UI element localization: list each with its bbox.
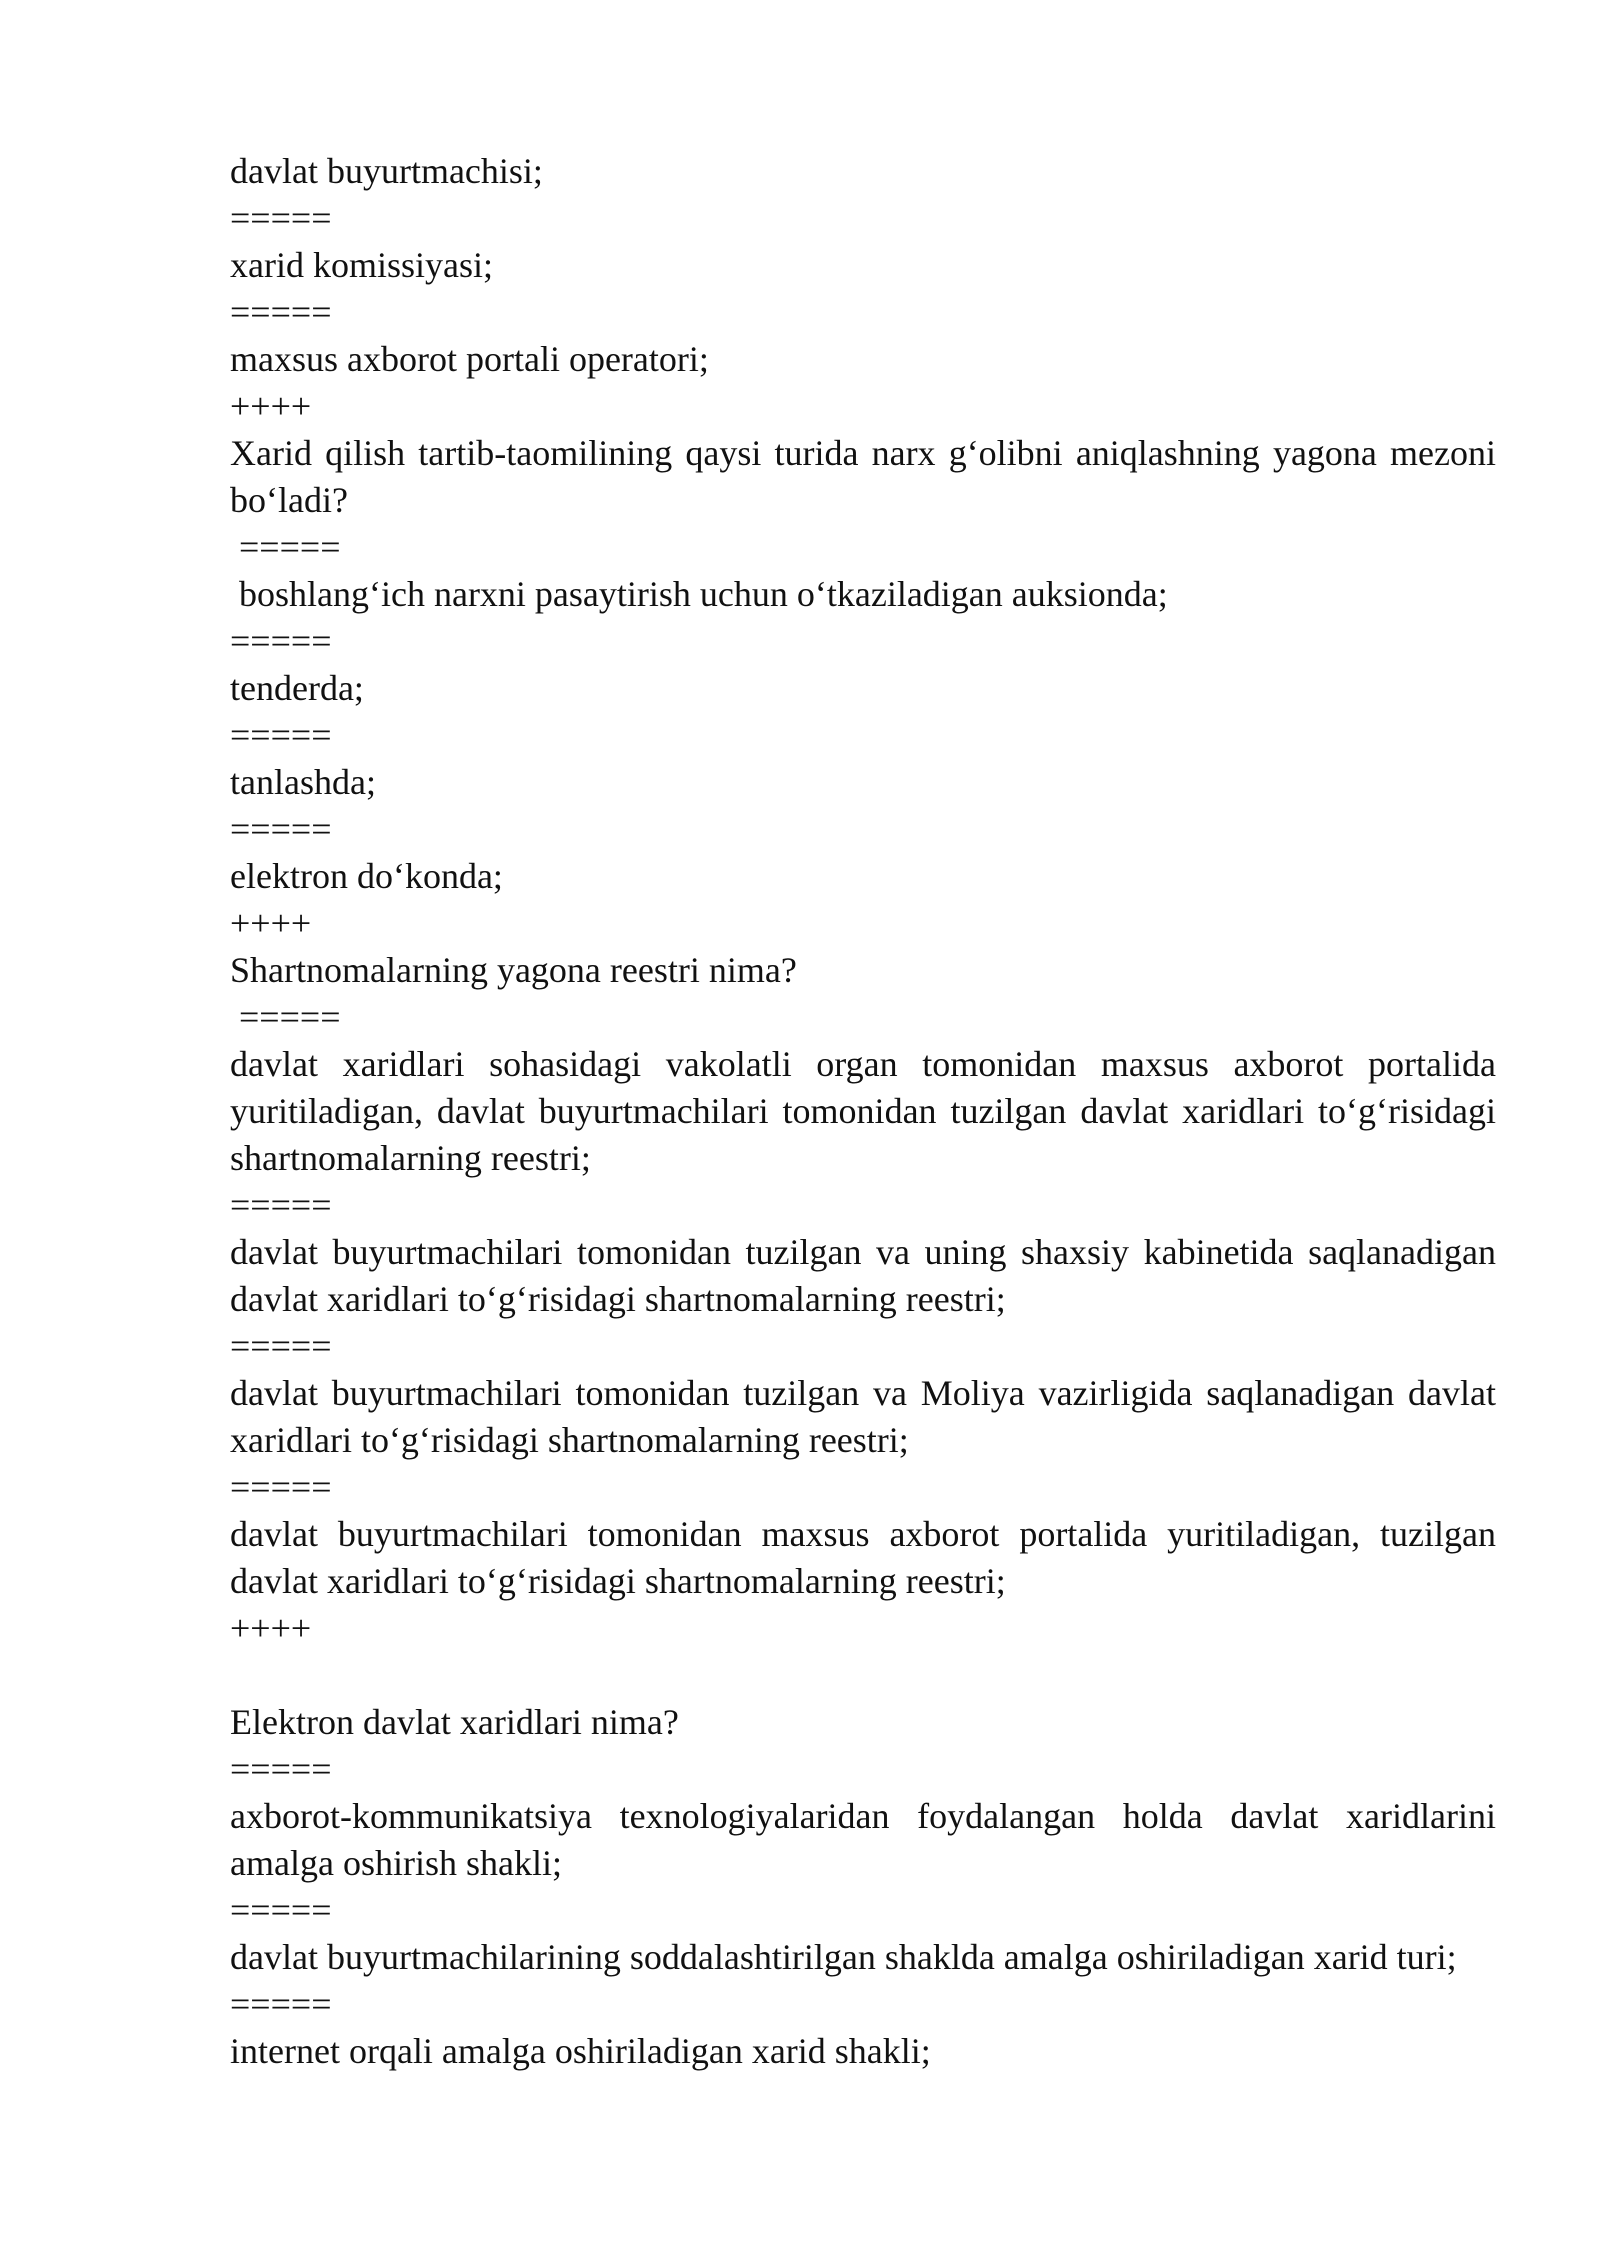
answer-option: davlat buyurtmachisi; <box>230 151 543 191</box>
answer-option: internet orqali amalga oshiriladigan xarid shakli; <box>230 2031 931 2071</box>
answer-option: davlat buyurtmachilari tomonidan tuzilgan va Moliya vazirligida saqlanadigan davlat xaridlari to‘g‘risidagi shartnomalarning reestri; <box>230 1373 1496 1460</box>
answer-option: tenderda; <box>230 668 364 708</box>
document-page <box>230 148 1496 2075</box>
answer-option: tanlashda; <box>230 762 376 802</box>
option-separator: ===== <box>230 1326 332 1366</box>
answer-option: davlat xaridlari sohasidagi vakolatli organ tomonidan maxsus axborot portalida yuritiladigan, davlat buyurtmachilari tomonidan tuzilgan davlat xaridlari to‘g‘risidagi shartnomalarning reestri; <box>230 1044 1496 1178</box>
option-separator: ===== <box>230 527 341 567</box>
question-text: Xarid qilish tartib-taomilining qaysi turida narx g‘olibni aniqlashning yagona mezoni bo‘ladi? <box>230 433 1496 520</box>
option-separator: ===== <box>230 198 332 238</box>
answer-option: davlat buyurtmachilarining soddalashtirilgan shaklda amalga oshiriladigan xarid turi; <box>230 1937 1457 1977</box>
option-separator: ===== <box>230 1890 332 1930</box>
answer-option: xarid komissiyasi; <box>230 245 493 285</box>
option-separator: ===== <box>230 292 332 332</box>
question-separator: ++++ <box>230 386 312 426</box>
blank-line <box>230 1652 1496 1699</box>
option-separator: ===== <box>230 1749 332 1789</box>
option-separator: ===== <box>230 997 341 1037</box>
answer-option: elektron do‘konda; <box>230 856 503 896</box>
option-separator: ===== <box>230 1467 332 1507</box>
answer-option: axborot-kommunikatsiya texnologiyalaridan foydalangan holda davlat xaridlarini amalga oshirish shakli; <box>230 1796 1496 1883</box>
option-separator: ===== <box>230 809 332 849</box>
answer-option: maxsus axborot portali operatori; <box>230 339 709 379</box>
option-separator: ===== <box>230 715 332 755</box>
answer-option: boshlang‘ich narxni pasaytirish uchun o‘tkaziladigan auksionda; <box>230 574 1168 614</box>
answer-option: davlat buyurtmachilari tomonidan maxsus axborot portalida yuritiladigan, tuzilgan davlat xaridlari to‘g‘risidagi shartnomalarning reestri; <box>230 1514 1496 1601</box>
option-separator: ===== <box>230 621 332 661</box>
answer-option: davlat buyurtmachilari tomonidan tuzilgan va uning shaxsiy kabinetida saqlanadigan davlat xaridlari to‘g‘risidagi shartnomalarning reestri; <box>230 1232 1496 1319</box>
option-separator: ===== <box>230 1185 332 1225</box>
question-text: Elektron davlat xaridlari nima? <box>230 1702 679 1742</box>
question-separator: ++++ <box>230 903 312 943</box>
question-separator: ++++ <box>230 1608 312 1648</box>
option-separator: ===== <box>230 1984 332 2024</box>
question-text: Shartnomalarning yagona reestri nima? <box>230 950 797 990</box>
